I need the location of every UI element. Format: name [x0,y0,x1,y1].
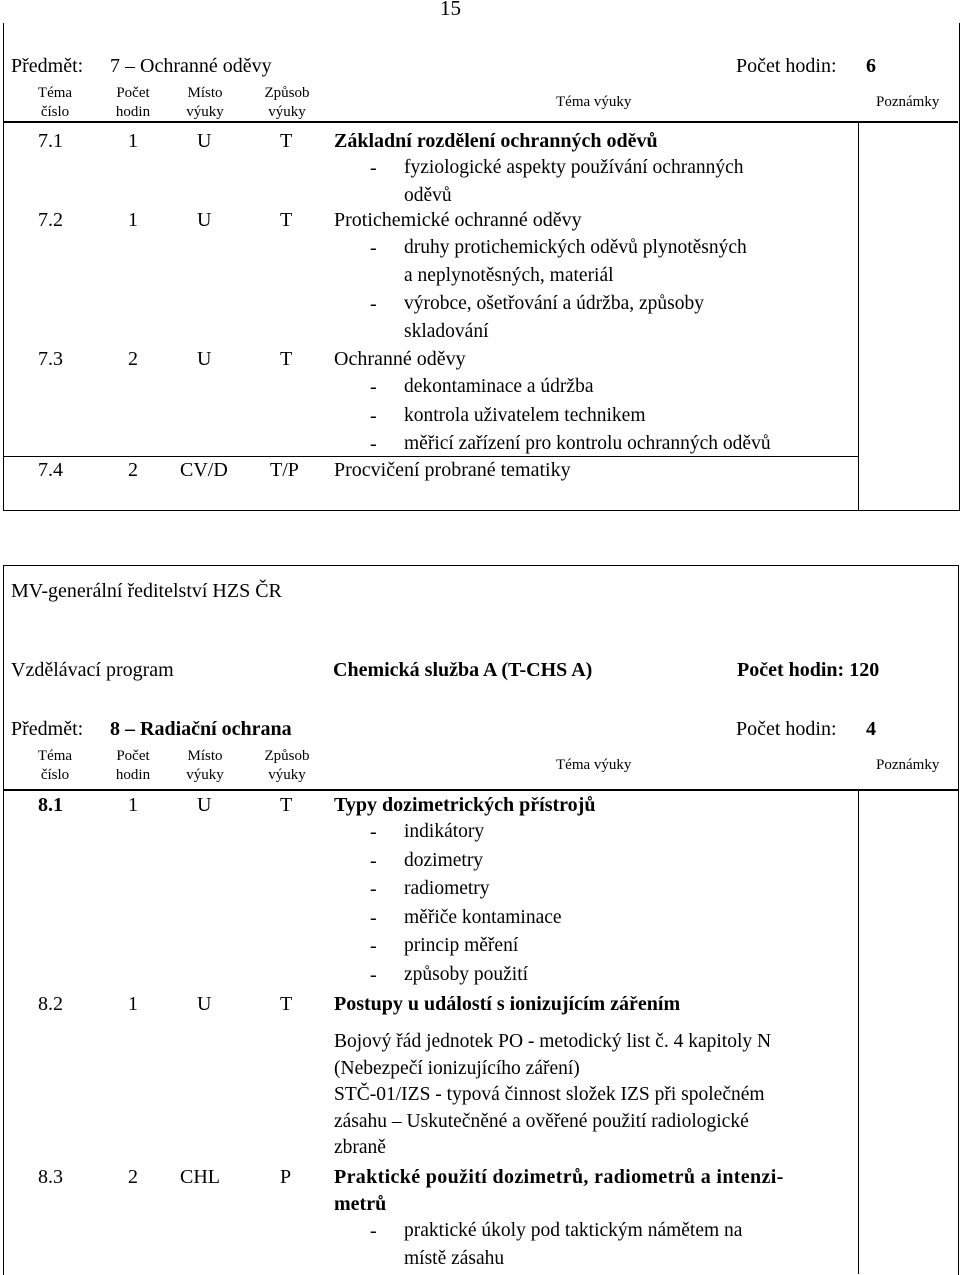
col-header-zpusob-vyuky: Způsob výuky [264,748,310,783]
col-header-pocet-hodin: Počet hodin [115,85,151,120]
section7-hours-label: Počet hodin: [736,55,837,77]
list-item: dekontaminace a údržba [404,376,594,397]
col-header-misto-vyuky: Místo výuky [186,85,224,120]
list-item-continuation: oděvů [404,185,452,206]
section8-header-rule [4,789,958,791]
row-title: Postupy u událostí s ionizujícím zářením [334,993,681,1015]
row-title: Praktické použití dozimetrů, radiometrů a intenzi- [334,1166,784,1188]
row-title: Protichemické ochranné oděvy [334,209,582,231]
row-method: P [280,1166,292,1188]
row-number: 7.1 [38,130,63,152]
section7-hours-value: 6 [866,55,876,77]
col-header-tema-cislo: Téma číslo [37,748,73,783]
col-header-tema-cislo: Téma číslo [37,85,73,120]
list-item-continuation: a neplynotěsných, materiál [404,265,614,286]
bullet-dash: - [370,935,377,957]
row-title: Základní rozdělení ochranných oděvů [334,130,658,152]
section7-notes-divider [858,121,859,511]
program-label: Vzdělávací program [11,659,174,681]
row-place: U [197,348,212,370]
row-method: T [280,794,293,816]
row-place: U [197,993,212,1015]
reference-line: STČ-01/IZS - typová činnost složek IZS při společném [334,1084,765,1105]
bullet-dash: - [370,907,377,929]
list-item: způsoby použití [404,964,529,985]
row-number: 7.4 [38,459,63,481]
col-header-tema-vyuky: Téma výuky [556,757,632,773]
reference-line: zásahu – Uskutečněné a ověřené použití radiologické [334,1111,749,1132]
row-method: T [280,993,293,1015]
list-item: druhy protichemických oděvů plynotěsných [404,237,747,258]
bullet-dash: - [370,293,377,315]
row-hours: 1 [128,209,138,231]
bullet-dash: - [370,878,377,900]
section7-bottom-border [3,510,959,511]
section7-subject-title: 7 – Ochranné oděvy [110,55,272,77]
list-item-continuation: místě zásahu [404,1248,505,1269]
row-hours: 2 [128,459,138,481]
col-header-poznamky: Poznámky [876,94,940,110]
list-item: kontrola uživatelem technikem [404,405,646,426]
row-number: 7.3 [38,348,63,370]
row-title: Procvičení probrané tematiky [334,459,571,481]
bullet-dash: - [370,433,377,455]
row-place: CHL [180,1166,220,1188]
section8-subject-label: Předmět: [11,718,84,740]
row-method: T [280,348,293,370]
program-name: Chemická služba A (T-CHS A) [333,659,593,681]
row-method: T [280,209,293,231]
row-hours: 1 [128,130,138,152]
row-place: U [197,794,212,816]
row-hours: 1 [128,794,138,816]
section8-hours-value: 4 [866,718,876,740]
bullet-dash: - [370,376,377,398]
section7-subject-label: Předmět: [11,55,84,77]
list-item: výrobce, ošetřování a údržba, způsoby [404,293,704,314]
bullet-dash: - [370,1220,377,1242]
list-item: měřicí zařízení pro kontrolu ochranných oděvů [404,433,771,454]
list-item-continuation: skladování [404,321,489,342]
col-header-tema-vyuky: Téma výuky [556,94,632,110]
row-title: Typy dozimetrických přístrojů [334,794,596,816]
bullet-dash: - [370,964,377,986]
row-hours: 2 [128,348,138,370]
row-hours: 1 [128,993,138,1015]
col-header-misto-vyuky: Místo výuky [186,748,224,783]
bullet-dash: - [370,237,377,259]
page-number: 15 [440,0,461,20]
section8-hours-label: Počet hodin: [736,718,837,740]
col-header-pocet-hodin: Počet hodin [115,748,151,783]
list-item: dozimetry [404,850,484,871]
bullet-dash: - [370,821,377,843]
bullet-dash: - [370,405,377,427]
reference-line: zbraně [334,1137,386,1158]
row-number: 8.1 [38,794,63,816]
list-item: fyziologické aspekty používání ochranných [404,157,744,178]
row-method: T [280,130,293,152]
bullet-dash: - [370,157,377,179]
org-name: MV-generální ředitelství HZS ČR [11,580,282,602]
row-number: 8.2 [38,993,63,1015]
row-separator [4,456,858,457]
list-item: indikátory [404,821,485,842]
list-item: měřiče kontaminace [404,907,562,928]
row-place: U [197,209,212,231]
program-total-hours: Počet hodin: 120 [737,659,880,681]
col-header-poznamky: Poznámky [876,757,940,773]
row-number: 7.2 [38,209,63,231]
row-method: T/P [270,459,299,481]
bullet-dash: - [370,850,377,872]
reference-line: Bojový řád jednotek PO - metodický list č. 4 kapitoly N [334,1031,772,1052]
list-item: radiometry [404,878,490,899]
row-place: U [197,130,212,152]
row-number: 8.3 [38,1166,63,1188]
row-hours: 2 [128,1166,138,1188]
row-place: CV/D [180,459,228,481]
col-header-zpusob-vyuky: Způsob výuky [264,85,310,120]
row-title-continuation: metrů [334,1193,387,1215]
section8-subject-title: 8 – Radiační ochrana [110,718,292,740]
list-item: praktické úkoly pod taktickým námětem na [404,1220,743,1241]
section8-notes-divider [858,789,859,1274]
row-title: Ochranné oděvy [334,348,466,370]
reference-line: (Nebezpečí ionizujícího záření) [334,1058,580,1079]
list-item: princip měření [404,935,519,956]
